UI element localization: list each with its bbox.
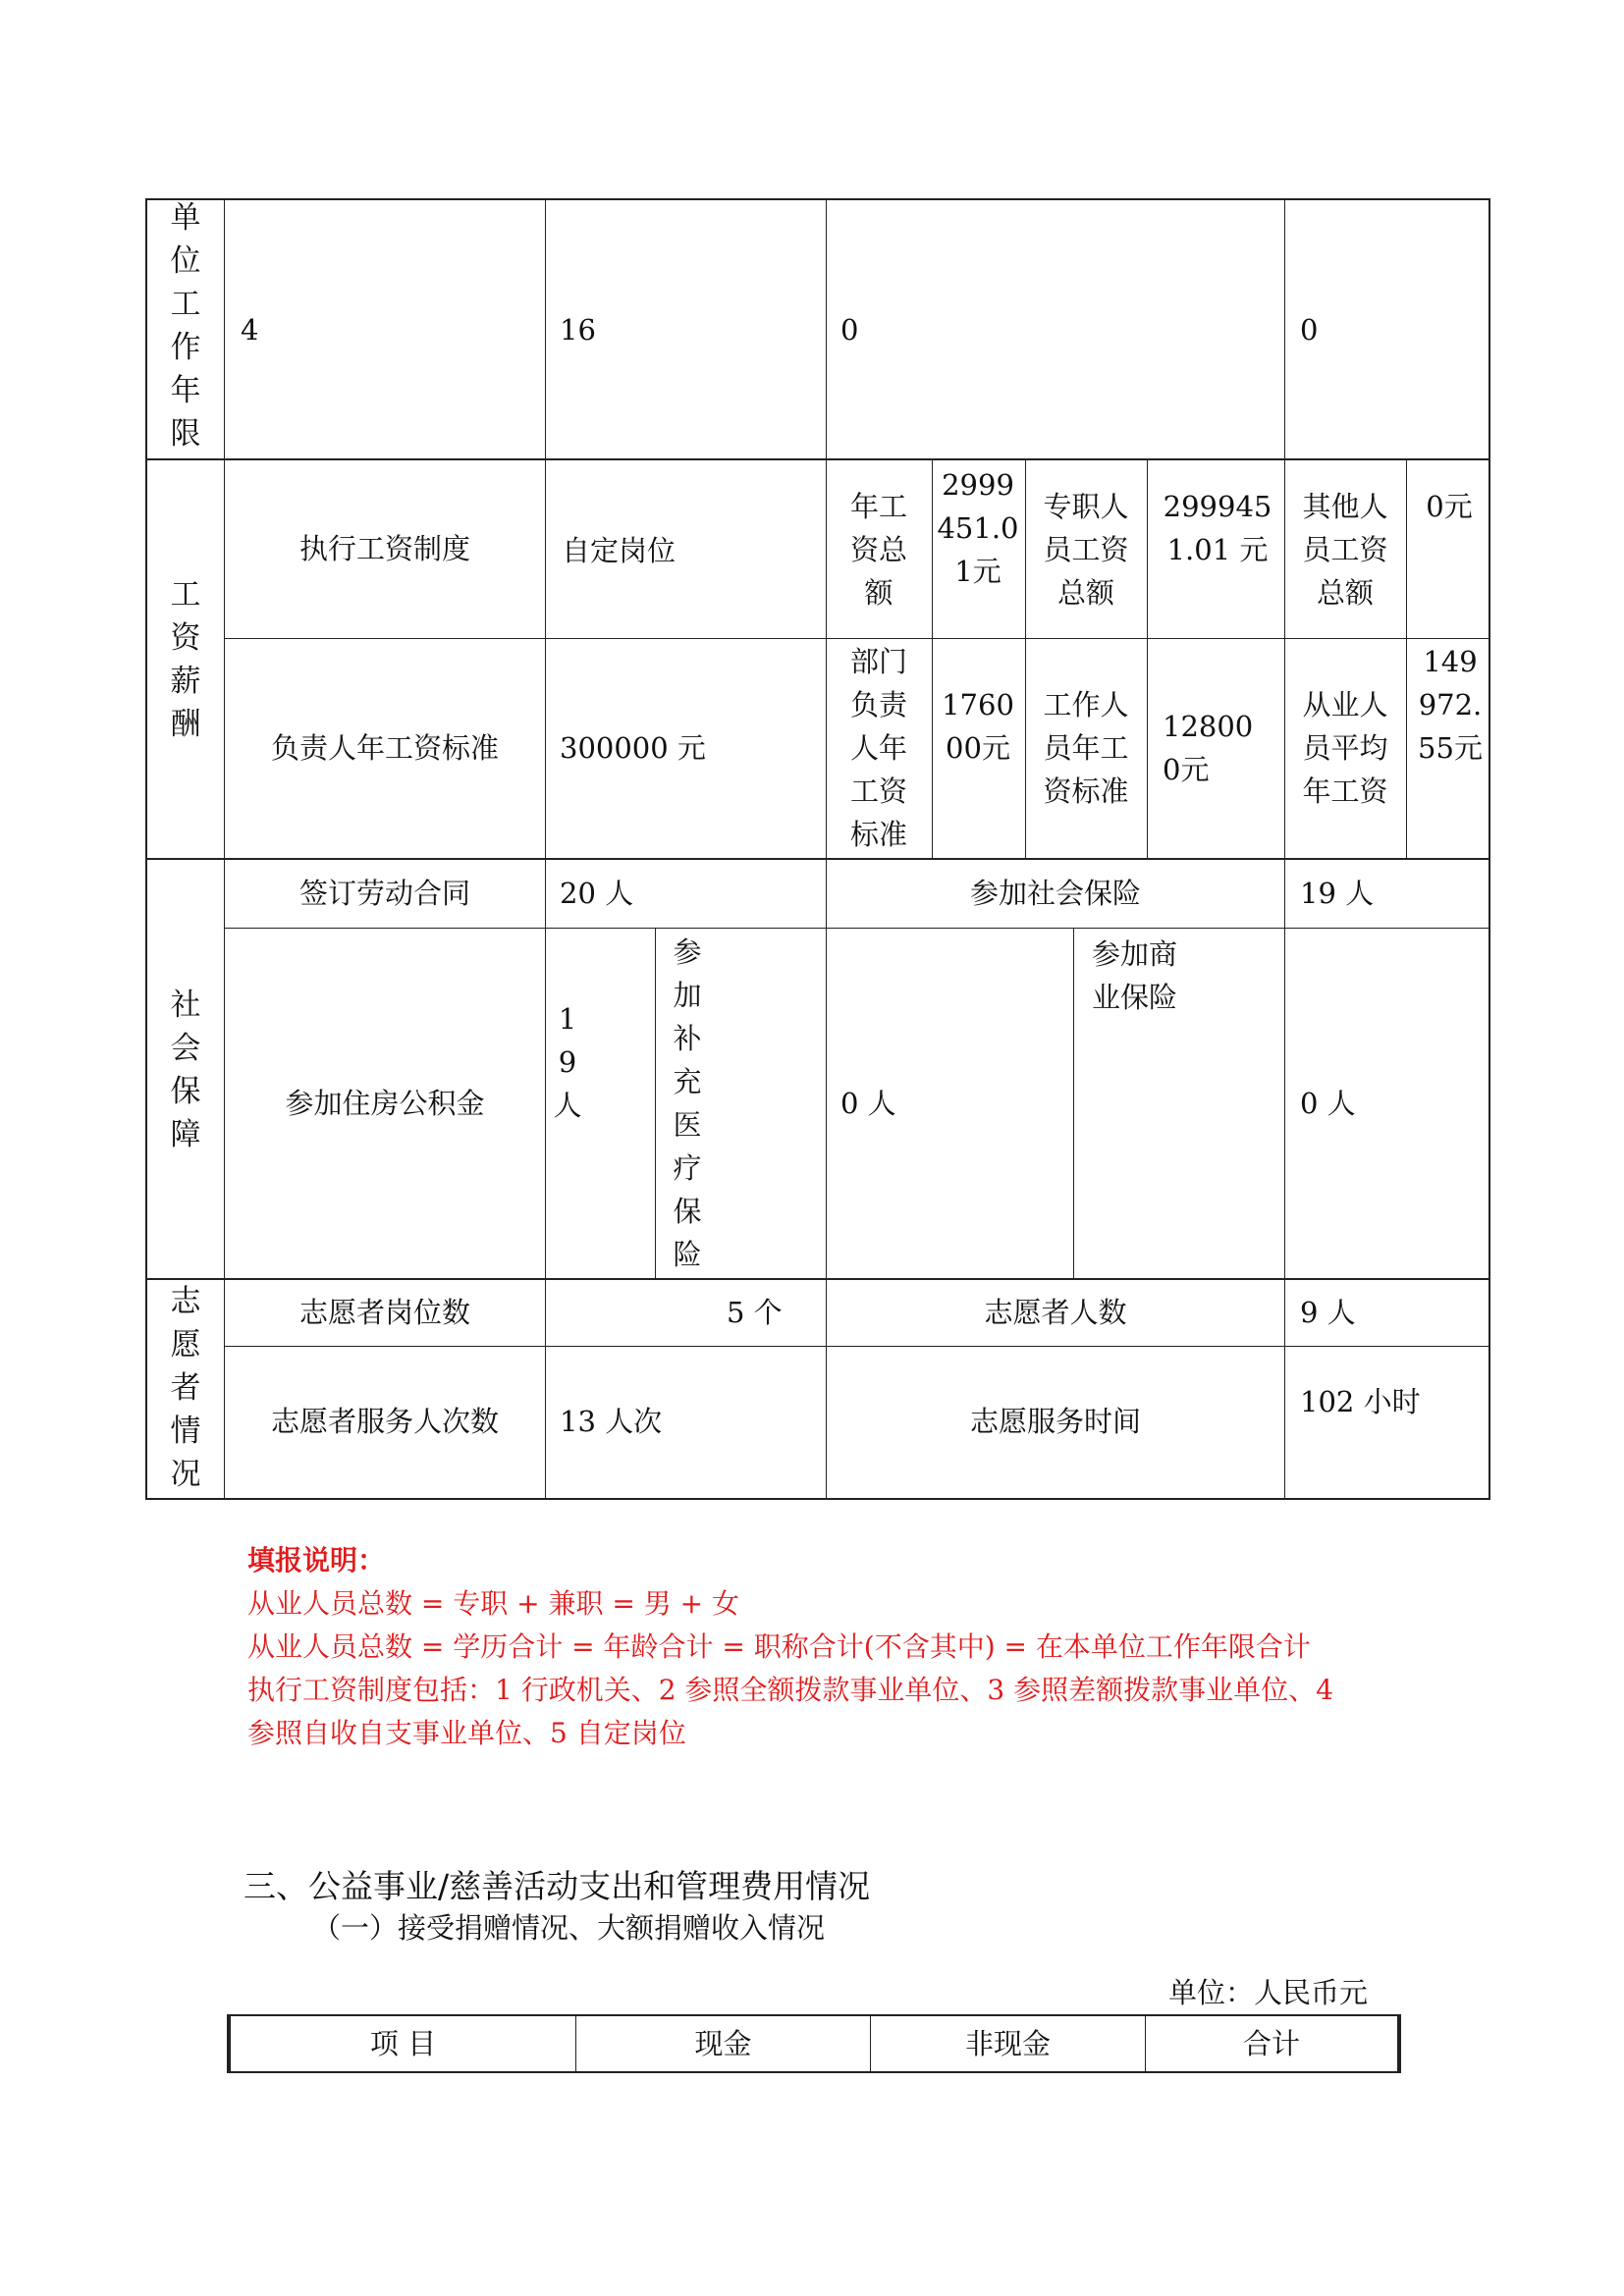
section-subtitle: （一）接受捐赠情况、大额捐赠收入情况 (312, 1911, 826, 1945)
head-std-label: 负责人年工资标准 (270, 731, 499, 765)
col-header-total: 合计 (1242, 2027, 1300, 2060)
volunteer-service-hours-value: 102 小时 (1300, 1385, 1421, 1418)
notes-title: 填报说明： (247, 1544, 386, 1576)
wage-system-label: 执行工资制度 (298, 532, 470, 565)
notes-line-1: 从业人员总数 = 专职 + 兼职 = 男 + 女 (247, 1587, 740, 1620)
volunteer-service-hours-label: 志愿服务时间 (969, 1405, 1141, 1438)
volunteer-count-value: 9 人 (1300, 1296, 1356, 1329)
work-years-value-2: 16 (560, 313, 596, 347)
section-title: 三、公益事业/慈善活动支出和管理费用情况 (244, 1867, 871, 1905)
col-header-item: 项 目 (369, 2027, 437, 2060)
avg-salary-value: 149972.55元 (1418, 645, 1483, 765)
notes-line-4: 参照自收自支事业单位、5 自定岗位 (247, 1717, 686, 1749)
salary-header: 工资薪酬 (170, 577, 201, 742)
work-years-value-1: 4 (241, 313, 259, 347)
social-insurance-value: 19 人 (1300, 877, 1375, 910)
col-header-cash: 现金 (694, 2027, 752, 2060)
fulltime-total-value: 2999451.01 元 (1163, 490, 1272, 566)
labor-contract-label: 签订劳动合同 (298, 877, 470, 910)
supp-medical-label: 参加补充医疗保险 (673, 935, 702, 1271)
unit-label: 单位：人民币元 (1168, 1976, 1369, 2009)
wage-system-value: 自定岗位 (562, 534, 677, 567)
supp-medical-value: 0 人 (840, 1087, 896, 1120)
staff-std-label: 工作人员年工资标准 (1043, 688, 1129, 808)
volunteer-header: 志愿者情况 (170, 1284, 201, 1492)
avg-salary-label: 从业人员平均年工资 (1302, 688, 1388, 808)
volunteer-service-times-value: 13 人次 (560, 1405, 663, 1438)
notes-line-2: 从业人员总数 = 学历合计 = 年龄合计 = 职称合计(不含其中) = 在本单位工作年限合计 (247, 1630, 1311, 1663)
work-years-header: 单位工作年限 (170, 200, 201, 452)
volunteer-service-times-label: 志愿者服务人次数 (270, 1405, 499, 1438)
dept-head-std-label: 部门负责人年工资标准 (849, 645, 907, 851)
notes-line-3: 执行工资制度包括：1 行政机关、2 参照全额拨款事业单位、3 参照差额拨款事业单位、4 (247, 1674, 1333, 1706)
other-total-label: 其他人员工资总额 (1302, 490, 1388, 610)
housing-fund-label: 参加住房公积金 (285, 1087, 485, 1120)
annual-total-value: 2999451.01元 (937, 468, 1019, 588)
work-years-value-3: 0 (840, 313, 859, 347)
social-header: 社会保障 (170, 988, 201, 1152)
col-header-noncash: 非现金 (964, 2027, 1051, 2060)
housing-fund-value: 19人 (553, 1002, 582, 1122)
volunteer-posts-value: 5 个 (727, 1296, 783, 1329)
annual-total-label: 年工资总额 (849, 490, 907, 610)
commercial-insurance-value: 0 人 (1300, 1087, 1356, 1120)
fulltime-total-label: 专职人员工资总额 (1043, 490, 1129, 610)
volunteer-count-label: 志愿者人数 (984, 1296, 1127, 1329)
staff-std-value: 128000元 (1163, 710, 1254, 786)
labor-contract-value: 20 人 (560, 877, 634, 910)
volunteer-posts-label: 志愿者岗位数 (298, 1296, 470, 1329)
social-insurance-label: 参加社会保险 (969, 877, 1141, 910)
head-std-value: 300000 元 (560, 731, 706, 765)
commercial-insurance-label: 参加商业保险 (1092, 937, 1178, 1014)
other-total-value: 0元 (1426, 490, 1473, 523)
dept-head-std-value: 176000元 (942, 688, 1014, 765)
work-years-value-4: 0 (1300, 313, 1319, 347)
